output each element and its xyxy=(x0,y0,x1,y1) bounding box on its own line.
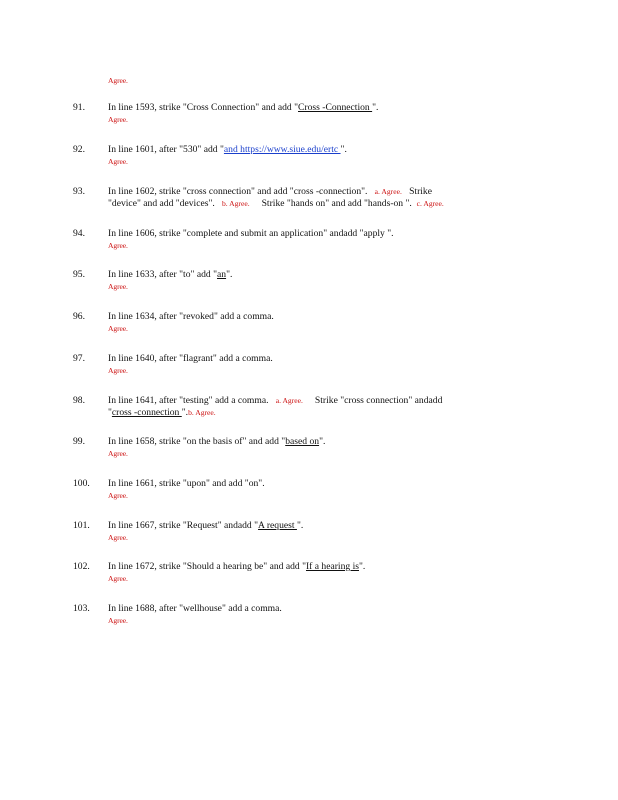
item-number: 101. xyxy=(73,520,90,531)
item-number: 92. xyxy=(73,144,85,155)
agree-note: Agree. xyxy=(108,449,128,458)
amendment-text: In line 1672, strike "Should a hearing be" and add " xyxy=(108,561,306,572)
agree-note: Agree. xyxy=(108,282,128,291)
item-number: 96. xyxy=(73,311,85,322)
amendment-text: In line 1640, after "flagrant" add a comma. xyxy=(108,353,273,364)
added-text: If a hearing is xyxy=(305,561,359,572)
amendment-text: In line 1606, strike "complete and submit an application" andadd "apply ". xyxy=(108,228,394,239)
item-number: 103. xyxy=(73,603,90,614)
amendment-text: Strike xyxy=(409,186,432,197)
agree-note: Agree. xyxy=(108,241,128,250)
amendment-text-end: ". xyxy=(226,269,233,280)
item-number: 93. xyxy=(73,186,85,197)
amendment-text-end: ". xyxy=(340,144,347,155)
item-number: 91. xyxy=(73,102,85,113)
amendment-text-end: ". xyxy=(359,561,366,572)
added-text: cross -connection xyxy=(111,407,182,418)
added-text: an xyxy=(217,269,227,280)
amendment-text: In line 1658, strike "on the basis of" and add " xyxy=(108,436,286,447)
item-number: 97. xyxy=(73,353,85,364)
amendment-text: Strike "hands on" and add "hands-on ". xyxy=(261,198,412,209)
item-number: 94. xyxy=(73,228,85,239)
amendment-text: " xyxy=(108,407,112,418)
agree-note: Agree. xyxy=(108,157,128,166)
amendment-text: "device" and add "devices". xyxy=(108,198,215,209)
agree-note-b: b. Agree. xyxy=(221,199,250,208)
amendment-text-end: ". xyxy=(296,520,304,531)
agree-note-c: c. Agree. xyxy=(416,199,444,208)
amendment-text-end: ". xyxy=(319,436,326,447)
amendment-text: In line 1602, strike "cross connection" and add "cross -connection". xyxy=(108,186,368,197)
agree-note-b: b. Agree. xyxy=(188,408,216,417)
agree-note: Agree. xyxy=(108,115,128,124)
amendment-text: In line 1601, after "530" add " xyxy=(108,144,224,155)
agree-note: Agree. xyxy=(108,491,128,500)
item-number: 102. xyxy=(73,561,90,572)
url-link[interactable]: and https://www.siue.edu/ertc xyxy=(223,144,341,155)
amendment-text-end: ". xyxy=(181,407,189,418)
agree-note-a: a. Agree. xyxy=(374,187,402,196)
item-number: 100. xyxy=(73,478,90,489)
added-text: based on xyxy=(285,436,320,447)
agree-note-a: a. Agree. xyxy=(275,396,303,405)
item-number: 99. xyxy=(73,436,85,447)
item-number: 95. xyxy=(73,269,85,280)
amendment-text: In line 1641, after "testing" add a comma. xyxy=(108,395,269,406)
agree-note: Agree. xyxy=(108,76,128,85)
amendment-text: In line 1688, after "wellhouse" add a comma. xyxy=(108,603,282,614)
amendment-text: Strike "cross connection" andadd xyxy=(314,395,443,406)
added-text: A request xyxy=(258,520,297,531)
amendment-text: In line 1661, strike "upon" and add "on". xyxy=(108,478,265,489)
amendment-text: In line 1593, strike "Cross Connection" and add " xyxy=(108,102,299,113)
agree-note: Agree. xyxy=(108,324,128,333)
amendment-text: In line 1633, after "to" add " xyxy=(108,269,217,280)
amendment-text: In line 1634, after "revoked" add a comma. xyxy=(108,311,274,322)
agree-note: Agree. xyxy=(108,366,128,375)
item-number: 98. xyxy=(73,395,85,406)
agree-note: Agree. xyxy=(108,533,128,542)
amendment-text: In line 1667, strike "Request" andadd " xyxy=(108,520,259,531)
agree-note: Agree. xyxy=(108,574,128,583)
amendment-text-end: ". xyxy=(372,102,379,113)
agree-note: Agree. xyxy=(108,616,128,625)
added-text: Cross -Connection xyxy=(298,102,373,113)
